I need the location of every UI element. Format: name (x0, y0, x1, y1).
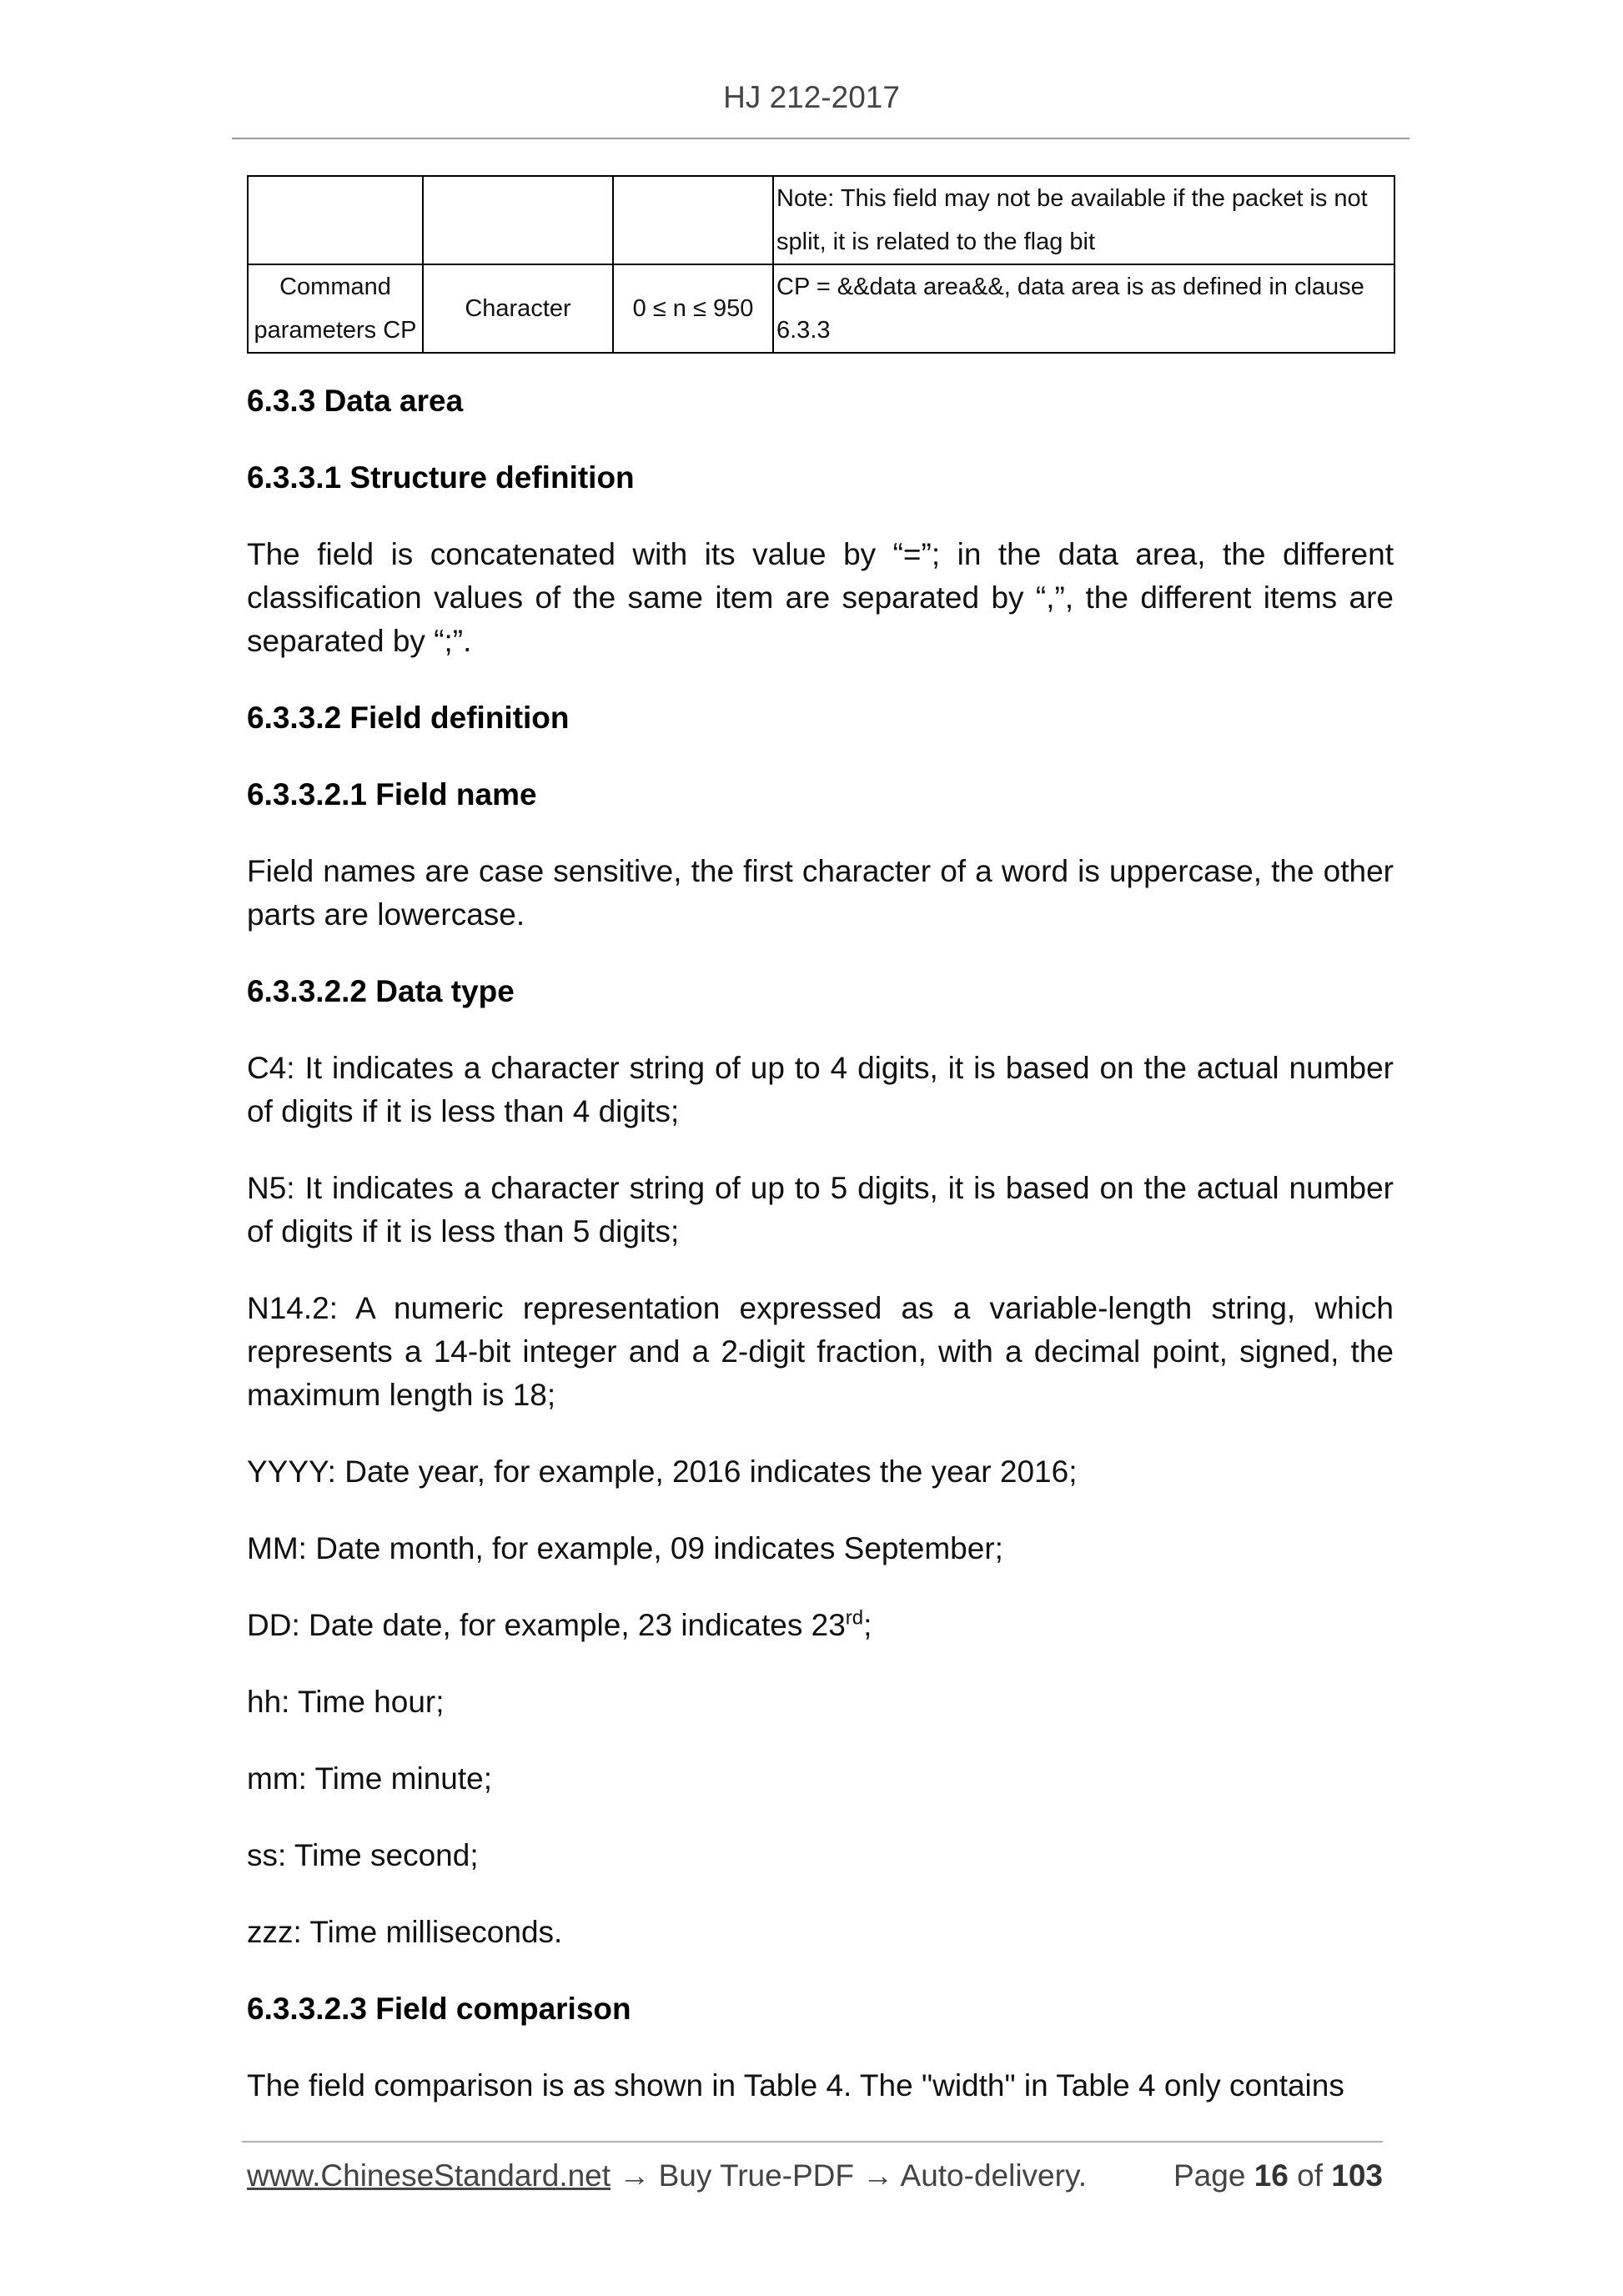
field-name-line: Command (279, 274, 391, 300)
section-heading: 6.3.3.2.2 Data type (247, 974, 515, 1008)
page-header (0, 80, 1623, 115)
field-name-line: parameters CP (254, 317, 417, 344)
table-cell-width (613, 176, 773, 264)
page-footer (247, 2158, 1383, 2193)
paragraph: N14.2: A numeric representation expressed as a variable-length string, which represents a 14-bit integer and a 2-digit fraction, with a decimal point, signed, the maximum length is 18; (247, 1291, 1394, 1412)
page-number: 16 (1254, 2158, 1289, 2193)
header-divider (232, 138, 1409, 139)
table-cell-width: 0 ≤ n ≤ 950 (613, 264, 773, 353)
section-heading: 6.3.3.1 Structure definition (247, 460, 635, 495)
table-cell-type (423, 176, 613, 264)
section-heading: 6.3.3 Data area (247, 384, 464, 418)
ordinal-suffix: rd (845, 1606, 864, 1630)
website-link[interactable]: www.ChineseStandard.net (247, 2158, 611, 2193)
dd-end: ; (863, 1608, 872, 1642)
section-heading: 6.3.3.2 Field definition (247, 701, 570, 735)
paragraph: ss: Time second; (247, 1838, 479, 1872)
table-cell-field (248, 176, 423, 264)
table-cell-note (773, 176, 1394, 264)
field-spec-table (247, 175, 1395, 354)
paragraph: The field comparison is as shown in Table 4. The "width" in Table 4 only contains (247, 2068, 1344, 2103)
paragraph: MM: Date month, for example, 09 indicates September; (247, 1531, 1003, 1565)
table-cell-note (773, 264, 1394, 353)
dd-text: DD: Date date, for example, 23 indicates 23 (247, 1608, 846, 1642)
paragraph: Field names are case sensitive, the first character of a word is uppercase, the other parts are lowercase. (247, 854, 1394, 932)
paragraph: mm: Time minute; (247, 1761, 492, 1796)
paragraph: zzz: Time milliseconds. (247, 1915, 563, 1949)
paragraph: The field is concatenated with its value by “=”; in the data area, the different classification values of the same item are separated by “,”, the different items are separated by “;”. (247, 537, 1394, 658)
paragraph: hh: Time hour; (247, 1685, 445, 1719)
paragraph (247, 1604, 1394, 1647)
table-row (248, 264, 1394, 353)
note-line: Note: This field may not be available if the packet is not (776, 185, 1368, 212)
total-pages: 103 (1331, 2158, 1383, 2193)
paragraph: C4: It indicates a character string of up to 4 digits, it is based on the actual number of digits if it is less than 4 digits; (247, 1051, 1394, 1128)
note-line: CP = &&data area&&, data area is as defined in clause (776, 274, 1364, 300)
page-indicator (1173, 2158, 1383, 2193)
promo-text: → Buy True-PDF → Auto-delivery. (611, 2158, 1087, 2193)
section-heading: 6.3.3.2.3 Field comparison (247, 1992, 631, 2026)
table-cell-type: Character (423, 264, 613, 353)
footer-divider (242, 2141, 1383, 2143)
table-cell-field (248, 264, 423, 353)
note-line: 6.3.3 (776, 317, 831, 344)
document-body (247, 379, 1394, 2141)
of-label: of (1297, 2158, 1323, 2193)
document-code: HJ 212-2017 (723, 80, 900, 114)
paragraph: YYYY: Date year, for example, 2016 indicates the year 2016; (247, 1454, 1078, 1489)
table-row (248, 176, 1394, 264)
note-line: split, it is related to the flag bit (776, 229, 1096, 255)
paragraph: N5: It indicates a character string of up to 5 digits, it is based on the actual number of digits if it is less than 5 digits; (247, 1171, 1394, 1248)
section-heading: 6.3.3.2.1 Field name (247, 777, 537, 811)
page-label: Page (1173, 2158, 1246, 2193)
